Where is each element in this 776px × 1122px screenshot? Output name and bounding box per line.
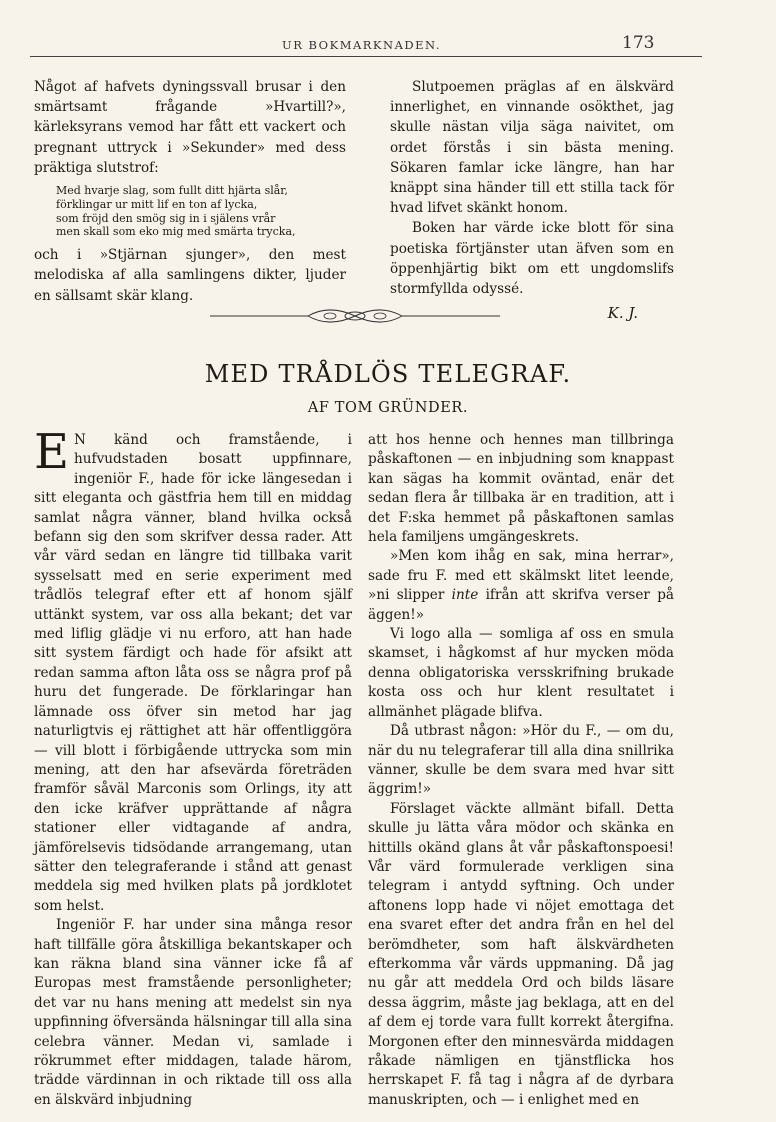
- article-paragraph: Ingeniör F. har under sina många resor haft tillfälle göra åtskilliga bekantskaper och kan räkna bland sina vänner icke få af Europas mest framstående personligheter; det var nu hans mening att medelst sin nya uppfinning öfversända hälsningar till alla sina celebra vänner. Medan vi, samlade i rökrummet efter middagen, talade härom, trädde värdinnan in och riktade till oss alla en älskvärd inbjudning: [34, 917, 352, 1108]
- verse-line: som fröjd den smög sig in i själens vrår: [56, 211, 276, 225]
- emphasized-word: inte: [451, 587, 479, 604]
- review-paragraph: Slutpoemen präglas af en älskvärd innerlighet, en vinnande osökthet, jag skulle nästan vilja säga naivitet, om ordet förstås i sin bästa mening. Sökaren famlar icke längre, han har knäppt sina händer till ett stilla tack för hvad lifvet skänkt honom.: [390, 79, 674, 217]
- article-byline: AF TOM GRÜNDER.: [307, 400, 469, 416]
- verse-line: men skall som eko mig med smärta trycka,: [56, 225, 296, 239]
- review-outro-paragraph: och i »Stjärnan sjunger», den mest melodiska af alla samlingens dikter, ljuder en sällsamt skär klang.: [34, 247, 346, 304]
- review-paragraph: Boken har värde icke blott för sina poetiska förtjänster utan äfven som en öppenhjärtig bikt om ett ungdomslifs stormfyllda odyssé.: [390, 220, 674, 298]
- review-column-right: [390, 77, 674, 323]
- article-column-left: [34, 424, 352, 1110]
- review-intro-paragraph: Något af hafvets dyningssvall brusar i den smärtsamt frågande »Hvartill?», kärleksyrans vemod har fått ett vackert och pregnant uttryck i »Sekunder» med dess präktiga slutstrof:: [34, 79, 346, 176]
- article-paragraph: Då utbrast någon: »Hör du F., — om du, när du nu telegraferar till alla dina snillrika vänner, skulle be dem svara med hvar sitt äggrim!»: [368, 723, 674, 798]
- quoted-verse: [56, 184, 346, 239]
- opening-text: N känd och framstående, i hufvudstaden bosatt uppfinnare, ingeniör F., hade för icke längesedan i sitt eleganta och gästfria hem till en middag samlat några vänner, bland hvilka också befann sig den som skrifver dessa rader. Att vår värd sedan en längre tid tillbaka varit sysselsatt med en serie experiment med trådlös telegraf efter ett af honom själf uttänkt system, var oss alla bekant; det var med liflig glädje vi nu erforo, att han hade sitt system färdigt och hade för afsikt att redan samma afton låta oss se några prof på huru det fungerade. De förklaringar han lämnade oss öfver sin metod har jag naturligtvis ej rättighet att här offentliggöra — vill blott i förbigående uttrycka som min mening, att den har afsevärda företräden framför såväl Marconis som Orlings, ity att den icke kräfver upprättande af några stationer eller vidtagande af andra, jämförelsevis tidsödande arrangemang, utan sätter den telegraferande i stånd att genast meddela sig med hvilken plats på jordklotet som helst.: [34, 432, 352, 914]
- article-title: MED TRÅDLÖS TELEGRAF.: [204, 360, 572, 388]
- verse-line: Med hvarje slag, som fullt ditt hjärta slår,: [56, 184, 288, 198]
- running-header: UR BOKMARKNADEN.: [282, 38, 441, 52]
- article-paragraph: Förslaget väckte allmänt bifall. Detta skulle ju lätta våra mödor och skänka en hittills okänd glans åt vår påskaftonspoesi! Vår värd formulerade verkligen sina telegram i antydd syftning. Och under aftonens lopp hade vi nöjet emottaga det ena svaret efter det andra från en hel del berömdheter, som haft älskvärdheten efterkomma vår värds uppmaning. Då jag nu går att meddela Ord och bilds läsare dessa äggrim, måste jag beklaga, att en del af dem ej torde vara fullt korrekt återgifna. Morgonen efter den minnesvärda middagen råkade nämligen en tjänstflicka hos herrskapet F. få tag i några af de dyrbara manuskripten, och — i enlighet med en: [368, 800, 674, 1108]
- article-paragraph: Vi logo alla — somliga af oss en smula skamset, i hågkomst af hur mycken möda denna obligatoriska versskrifning brukade kosta oss och hur klent resultatet i allmänhet plägade blifva.: [368, 626, 674, 720]
- header-rule: [30, 56, 702, 57]
- article-paragraph: [368, 547, 674, 625]
- article-column-right: [368, 431, 674, 1110]
- review-column-left: [34, 77, 346, 306]
- article-opening-paragraph: [34, 424, 352, 916]
- verse-line: förklingar ur mitt lif en ton af lycka,: [56, 197, 258, 211]
- article-paragraph: att hos henne och hennes man tillbringa påskaftonen — en inbjudning som knappast kan sägas ha kommit oväntad, enär det sedan flera år tillbaka är en tradition, att i det F:ska hemmet på påskaftonen samlas hela familjens umgängeskrets.: [368, 432, 674, 546]
- page-number: 173: [622, 33, 655, 53]
- quote-text: »Men kom ihåg en sak, mina herrar», sade fru F. med ett skälmskt litet leende, »ni slipper: [368, 548, 674, 604]
- review-signature: K. J.: [607, 304, 638, 323]
- drop-cap: E: [34, 424, 70, 480]
- section-divider-ornament: [210, 308, 500, 324]
- quote-text: ifrån att skrifva verser på äggen!»: [368, 587, 674, 623]
